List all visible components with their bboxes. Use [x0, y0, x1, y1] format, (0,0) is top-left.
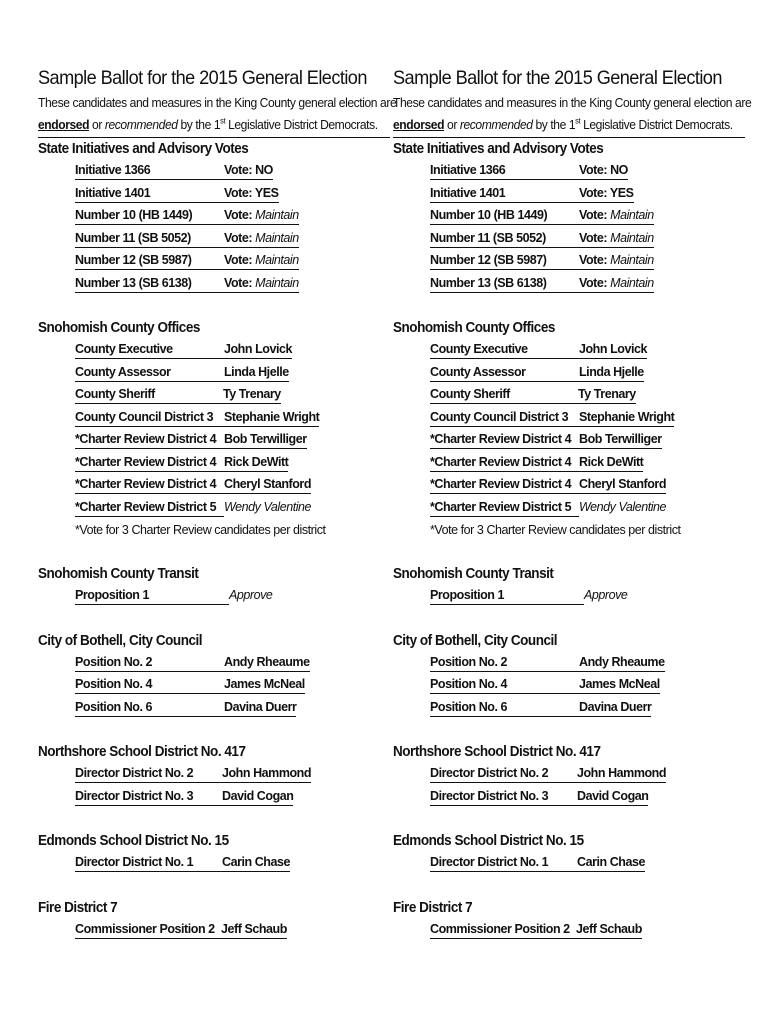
row-label: Number 12 (SB 5987): [430, 252, 579, 270]
ballot-title: Sample Ballot for the 2015 General Election: [393, 67, 722, 89]
ballot-intro-line1: These candidates and measures in the King County general election are: [393, 95, 752, 110]
ballot-row: [430, 407, 745, 430]
edmonds-school-list: [75, 852, 390, 875]
ballot-row: [75, 919, 390, 942]
row-label: *Charter Review District 4: [430, 454, 579, 472]
row-label: *Charter Review District 4: [75, 431, 224, 449]
ballot-title: Sample Ballot for the 2015 General Election: [38, 67, 367, 89]
ballot-row: [430, 228, 745, 251]
vote-value: Maintain: [255, 230, 299, 245]
ballot-row: [75, 652, 390, 675]
county-offices-list: [430, 339, 745, 541]
ballot-row: [430, 674, 745, 697]
ballot-row: [75, 183, 390, 206]
vote-value: YES: [609, 185, 634, 200]
row-value: John Hammond: [577, 765, 666, 783]
row-value: Ty Trenary: [223, 386, 281, 404]
vote-value: Maintain: [610, 230, 654, 245]
row-label: Number 10 (HB 1449): [430, 207, 579, 225]
row-label: Director District No. 3: [430, 788, 577, 806]
section-heading-edmonds-school: Edmonds School District No. 15: [38, 833, 229, 849]
state-initiatives-list: [430, 160, 745, 295]
ballot-row: [430, 763, 745, 786]
ballot-row: [75, 852, 390, 875]
row-label: Number 11 (SB 5052): [75, 230, 224, 248]
vote-value: Maintain: [610, 275, 654, 290]
section-heading-bothell-council: City of Bothell, City Council: [38, 632, 203, 649]
ballot-row: [75, 384, 390, 407]
row-vote: Vote: Maintain: [224, 230, 299, 248]
state-initiatives-list: [75, 160, 390, 295]
ballot-row: [430, 339, 745, 362]
row-label: Director District No. 2: [75, 765, 222, 783]
row-value: Stephanie Wright: [579, 409, 674, 427]
row-label: County Sheriff: [430, 386, 578, 404]
row-value: David Cogan: [577, 788, 648, 806]
vote-value: NO: [610, 163, 628, 177]
bothell-council-list: [430, 652, 745, 720]
row-value: David Cogan: [222, 788, 293, 806]
row-label: *Charter Review District 5: [75, 499, 224, 517]
row-value: Andy Rheaume: [579, 654, 665, 672]
ballot-row: [430, 786, 745, 809]
row-vote: Vote: NO: [224, 162, 273, 180]
ballot-row: [430, 384, 745, 407]
row-label: *Charter Review District 4: [75, 454, 224, 472]
vote-value: Maintain: [610, 208, 654, 222]
endorsed-text: endorsed: [393, 117, 445, 132]
row-label: *Charter Review District 5: [430, 499, 579, 517]
row-value: Approve: [584, 588, 628, 602]
row-label: Number 12 (SB 5987): [75, 252, 224, 270]
section-heading-northshore-school: Northshore School District No. 417: [38, 744, 246, 760]
ballot-row: [430, 497, 745, 520]
row-label: Initiative 1401: [75, 185, 224, 203]
section-heading-bothell-council: City of Bothell, City Council: [393, 632, 558, 649]
section-heading-county-offices: Snohomish County Offices: [38, 320, 200, 336]
section-heading-fire-district: Fire District 7: [38, 899, 118, 916]
row-vote: Vote: Maintain: [579, 230, 654, 248]
section-heading-state-initiatives: State Initiatives and Advisory Votes: [38, 141, 249, 157]
row-label: Director District No. 1: [75, 854, 222, 872]
row-label: County Sheriff: [75, 386, 223, 404]
ballot-row: [430, 250, 745, 273]
row-value: Bob Terwilliger: [579, 431, 662, 449]
ballot-row: [75, 497, 390, 520]
row-value: John Lovick: [224, 341, 292, 359]
row-value: Stephanie Wright: [224, 409, 319, 427]
row-label: Director District No. 1: [430, 854, 577, 872]
row-value: Linda Hjelle: [579, 364, 644, 382]
row-value: Jeff Schaub: [221, 921, 287, 939]
ballot-row: [430, 852, 745, 875]
ballot-column-right: [393, 64, 752, 941]
row-vote: Vote: Maintain: [579, 275, 654, 293]
vote-value: YES: [254, 185, 279, 200]
row-value: Andy Rheaume: [224, 654, 310, 672]
ballot-row: [75, 585, 390, 608]
county-transit-list: [75, 585, 390, 608]
row-vote: Vote: YES: [579, 185, 634, 203]
ballot-column-left: [38, 64, 397, 941]
ballot-row: [430, 474, 745, 497]
northshore-school-list: [75, 763, 390, 808]
row-label: Initiative 1366: [75, 162, 224, 180]
vote-value: NO: [255, 163, 273, 177]
ballot-row: [75, 205, 390, 228]
row-value: Bob Terwilliger: [224, 431, 307, 449]
row-label: Position No. 6: [430, 699, 579, 717]
ballot-row: [75, 250, 390, 273]
county-offices-list: [75, 339, 390, 541]
section-heading-state-initiatives: State Initiatives and Advisory Votes: [393, 141, 604, 157]
ballot-row: [75, 786, 390, 809]
row-value: Wendy Valentine: [579, 499, 667, 514]
ballot-row: [430, 652, 745, 675]
recommended-text: recommended: [104, 117, 178, 132]
row-value: Carin Chase: [222, 854, 290, 872]
ballot-row: [430, 273, 745, 296]
section-heading-county-offices: Snohomish County Offices: [393, 320, 555, 336]
row-label: County Executive: [430, 341, 579, 359]
row-label: Commissioner Position 2: [430, 921, 576, 939]
row-value: James McNeal: [224, 676, 305, 694]
row-label: Position No. 6: [75, 699, 224, 717]
northshore-school-list: [430, 763, 745, 808]
row-label: Number 11 (SB 5052): [430, 230, 579, 248]
row-vote: Vote: Maintain: [579, 252, 654, 270]
row-value: Ty Trenary: [578, 386, 636, 404]
row-label: Proposition 1: [430, 587, 584, 605]
ballot-row: [75, 362, 390, 385]
section-heading-fire-district: Fire District 7: [393, 899, 473, 916]
row-label: *Charter Review District 4: [430, 431, 579, 449]
section-heading-county-transit: Snohomish County Transit: [393, 566, 554, 582]
ballot-row: [75, 273, 390, 296]
row-value: James McNeal: [579, 676, 660, 694]
row-label: Position No. 4: [75, 676, 224, 694]
row-label: Initiative 1401: [430, 185, 579, 203]
section-heading-northshore-school: Northshore School District No. 417: [393, 744, 601, 760]
charter-review-note: *Vote for 3 Charter Review candidates per district: [75, 523, 326, 537]
row-label: Proposition 1: [75, 587, 229, 605]
vote-value: Maintain: [255, 208, 299, 222]
fire-district-list: [75, 919, 390, 942]
vote-value: Maintain: [255, 253, 299, 267]
ballot-row: [430, 919, 745, 942]
row-label: County Executive: [75, 341, 224, 359]
row-label: Position No. 4: [430, 676, 579, 694]
ballot-row: [75, 474, 390, 497]
row-label: County Council District 3: [75, 409, 224, 427]
row-vote: Vote: Maintain: [224, 207, 299, 225]
row-value: Rick DeWitt: [224, 454, 288, 472]
row-label: Position No. 2: [430, 654, 579, 672]
fire-district-list: [430, 919, 745, 942]
row-value: John Lovick: [579, 341, 647, 359]
row-label: *Charter Review District 4: [430, 476, 579, 494]
row-vote: Vote: Maintain: [224, 275, 299, 293]
row-value: Rick DeWitt: [579, 454, 643, 472]
ballot-row: [430, 452, 745, 475]
ballot-row: [75, 452, 390, 475]
ballot-row: [75, 407, 390, 430]
row-value: Linda Hjelle: [224, 364, 289, 382]
row-label: County Assessor: [75, 364, 224, 382]
ballot-row: [430, 697, 745, 720]
edmonds-school-list: [430, 852, 745, 875]
row-value: Carin Chase: [577, 854, 645, 872]
ballot-intro-line2: endorsed or recommended by the 1st Legislative District Democrats.: [393, 116, 733, 132]
vote-value: Maintain: [610, 253, 654, 267]
ballot-row: [430, 429, 745, 452]
row-label: County Council District 3: [430, 409, 579, 427]
row-label: County Assessor: [430, 364, 579, 382]
row-label: Number 13 (SB 6138): [430, 275, 579, 293]
row-value: Approve: [229, 588, 273, 602]
ballot-row: [75, 160, 390, 183]
row-value: Cheryl Stanford: [224, 476, 311, 494]
recommended-text: recommended: [459, 117, 533, 132]
row-label: Initiative 1366: [430, 162, 579, 180]
section-heading-edmonds-school: Edmonds School District No. 15: [393, 833, 584, 849]
ballot-row: [75, 697, 390, 720]
ballot-row: [430, 585, 745, 608]
row-vote: Vote: Maintain: [579, 207, 654, 225]
ballot-row: [430, 205, 745, 228]
ballot-row: [430, 160, 745, 183]
row-label: Commissioner Position 2: [75, 921, 221, 939]
row-vote: Vote: NO: [579, 162, 628, 180]
vote-value: Maintain: [255, 275, 299, 290]
ballot-row: [75, 339, 390, 362]
row-value: Wendy Valentine: [224, 499, 312, 514]
ballot-row: [75, 429, 390, 452]
ballot-row: [430, 183, 745, 206]
bothell-council-list: [75, 652, 390, 720]
row-value: Davina Duerr: [579, 699, 651, 717]
endorsed-text: endorsed: [38, 117, 90, 132]
row-label: Number 10 (HB 1449): [75, 207, 224, 225]
ballot-row: [430, 362, 745, 385]
row-value: Davina Duerr: [224, 699, 296, 717]
row-label: Director District No. 2: [430, 765, 577, 783]
county-transit-list: [430, 585, 745, 608]
ballot-intro-line1: These candidates and measures in the King County general election are: [38, 95, 397, 110]
ballot-row: [75, 674, 390, 697]
row-label: Number 13 (SB 6138): [75, 275, 224, 293]
row-vote: Vote: YES: [224, 185, 279, 203]
ballot-intro-line2: endorsed or recommended by the 1st Legislative District Democrats.: [38, 116, 378, 132]
ballot-row: [75, 228, 390, 251]
row-vote: Vote: Maintain: [224, 252, 299, 270]
charter-review-note: *Vote for 3 Charter Review candidates per district: [430, 523, 681, 537]
row-label: Director District No. 3: [75, 788, 222, 806]
row-label: Position No. 2: [75, 654, 224, 672]
ballot-row: [75, 763, 390, 786]
row-value: Cheryl Stanford: [579, 476, 666, 494]
row-value: Jeff Schaub: [576, 921, 642, 939]
section-heading-county-transit: Snohomish County Transit: [38, 566, 199, 582]
row-value: John Hammond: [222, 765, 311, 783]
row-label: *Charter Review District 4: [75, 476, 224, 494]
